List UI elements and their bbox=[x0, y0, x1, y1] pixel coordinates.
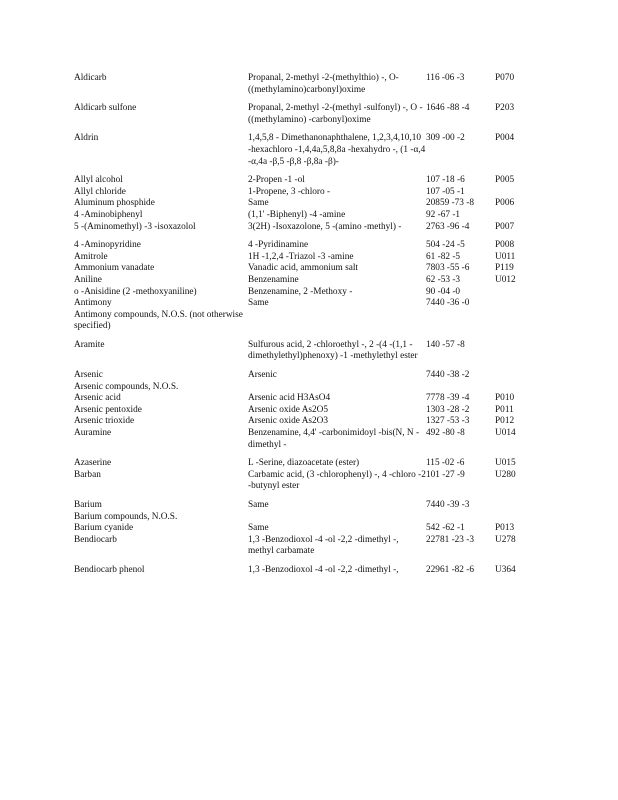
chemical-name: Azaserine bbox=[74, 458, 112, 469]
table-row bbox=[74, 198, 544, 210]
waste-code: P007 bbox=[495, 221, 515, 232]
table-row bbox=[74, 458, 544, 470]
cas-number bbox=[426, 382, 495, 394]
chemical-name: Antimony compounds, N.O.S. (not otherwise specified) bbox=[74, 309, 243, 332]
cas-number: 116 -06 -3 bbox=[426, 73, 465, 83]
waste-code bbox=[495, 340, 544, 370]
waste-code: P119 bbox=[495, 263, 514, 274]
waste-code bbox=[495, 210, 544, 222]
chemical-synonym: Arsenic oxide As2O3 bbox=[248, 416, 329, 427]
waste-code bbox=[495, 500, 544, 512]
waste-code bbox=[495, 512, 544, 524]
waste-code: U015 bbox=[495, 458, 516, 469]
table-row bbox=[74, 405, 544, 417]
table-row bbox=[74, 210, 544, 222]
chemical-synonym bbox=[248, 512, 426, 524]
chemical-name: Aldicarb bbox=[74, 73, 107, 83]
waste-code: P011 bbox=[495, 404, 514, 415]
cas-number: 542 -62 -1 bbox=[426, 523, 465, 534]
table-row bbox=[74, 416, 544, 428]
table-row bbox=[74, 310, 544, 340]
waste-code: U278 bbox=[495, 534, 516, 545]
chemical-synonym: Carbamic acid, (3 -chlorophenyl) -, 4 -chloro -2 -butynyl ester bbox=[248, 469, 426, 492]
cas-number: 7440 -38 -2 bbox=[426, 370, 470, 381]
table-body bbox=[74, 73, 544, 577]
table-row bbox=[74, 275, 544, 287]
waste-code: P010 bbox=[495, 393, 515, 404]
chemical-name: Aramite bbox=[74, 339, 105, 350]
cas-number: 309 -00 -2 bbox=[426, 133, 465, 144]
waste-code: P203 bbox=[495, 103, 515, 114]
table-row bbox=[74, 428, 544, 458]
chemical-synonym: Same bbox=[248, 298, 269, 309]
chemical-name: Aniline bbox=[74, 274, 102, 285]
table-row bbox=[74, 133, 544, 175]
chemical-name: Aldrin bbox=[74, 133, 99, 144]
cas-number: 61 -82 -5 bbox=[426, 251, 461, 262]
chemical-name: Barium compounds, N.O.S. bbox=[74, 511, 178, 522]
cas-number: 2763 -96 -4 bbox=[426, 221, 470, 232]
table-row bbox=[74, 222, 544, 241]
chemical-name: Barium cyanide bbox=[74, 523, 134, 534]
waste-code bbox=[495, 382, 544, 394]
waste-code: P004 bbox=[495, 133, 515, 144]
chemical-name: Barium bbox=[74, 500, 102, 510]
chemical-name: Aluminum phosphide bbox=[74, 198, 155, 209]
chemical-synonym: Arsenic bbox=[248, 370, 277, 381]
cas-number: 62 -53 -3 bbox=[426, 274, 461, 285]
waste-code: P006 bbox=[495, 198, 515, 209]
chemical-synonym: 1,3 -Benzodioxol -4 -ol -2,2 -dimethyl -, methyl carbamate bbox=[248, 534, 399, 557]
waste-code bbox=[495, 187, 544, 199]
chemical-synonym: Same bbox=[248, 198, 269, 209]
cas-number: 504 -24 -5 bbox=[426, 240, 465, 251]
chemical-synonym: (1,1' -Biphenyl) -4 -amine bbox=[248, 209, 346, 220]
table-row bbox=[74, 103, 544, 133]
cas-number: 107 -18 -6 bbox=[426, 175, 465, 186]
chemical-synonym: Benzenamine bbox=[248, 274, 299, 285]
cas-number: 1303 -28 -2 bbox=[426, 404, 470, 415]
chemical-name: Auramine bbox=[74, 428, 112, 439]
cas-number: 107 -05 -1 bbox=[426, 186, 465, 197]
cas-number: 22961 -82 -6 bbox=[426, 564, 475, 575]
waste-code: P070 bbox=[495, 73, 515, 83]
waste-code: U280 bbox=[495, 469, 516, 480]
table-row bbox=[74, 382, 544, 394]
chemical-synonym: L -Serine, diazoacetate (ester) bbox=[248, 458, 360, 469]
chemical-name: Allyl chloride bbox=[74, 186, 126, 197]
table-row bbox=[74, 470, 544, 500]
chemical-synonym: 4 -Pyridinamine bbox=[248, 240, 309, 251]
chemical-name: 5 -(Aminomethyl) -3 -isoxazolol bbox=[74, 221, 196, 232]
table-row bbox=[74, 187, 544, 199]
cas-number: 7803 -55 -6 bbox=[426, 263, 470, 274]
table-row bbox=[74, 535, 544, 565]
cas-number: 7778 -39 -4 bbox=[426, 393, 470, 404]
chemical-name: Ammonium vanadate bbox=[74, 263, 155, 274]
table-row bbox=[74, 565, 544, 577]
chemical-name: Arsenic compounds, N.O.S. bbox=[74, 381, 179, 392]
waste-code bbox=[495, 298, 544, 310]
chemical-name: Antimony bbox=[74, 298, 112, 309]
table-row bbox=[74, 393, 544, 405]
waste-code: U364 bbox=[495, 564, 516, 575]
chemical-synonym bbox=[248, 382, 426, 394]
cas-number: 7440 -36 -0 bbox=[426, 298, 470, 309]
waste-code bbox=[495, 310, 544, 340]
table-row bbox=[74, 523, 544, 535]
chemical-name: Barban bbox=[74, 469, 101, 480]
cas-number bbox=[426, 310, 495, 340]
cas-number: 7440 -39 -3 bbox=[426, 500, 470, 510]
table-row bbox=[74, 500, 544, 512]
cas-number: 101 -27 -9 bbox=[426, 469, 465, 480]
chemical-name: o -Anisidine (2 -methoxyaniline) bbox=[74, 286, 197, 297]
waste-code: U014 bbox=[495, 428, 516, 439]
hazardous-substances-table bbox=[74, 73, 544, 577]
table-row bbox=[74, 252, 544, 264]
chemical-synonym: Same bbox=[248, 500, 269, 510]
table-row bbox=[74, 240, 544, 252]
table-row bbox=[74, 287, 544, 299]
waste-code bbox=[495, 370, 544, 382]
chemical-name: Aldicarb sulfone bbox=[74, 103, 137, 114]
cas-number: 1327 -53 -3 bbox=[426, 416, 470, 427]
waste-code: P013 bbox=[495, 523, 515, 534]
cas-number bbox=[426, 512, 495, 524]
chemical-synonym: Same bbox=[248, 523, 269, 534]
table-row bbox=[74, 263, 544, 275]
table-row bbox=[74, 73, 544, 103]
cas-number: 22781 -23 -3 bbox=[426, 534, 475, 545]
cas-number: 92 -67 -1 bbox=[426, 209, 461, 220]
chemical-name: Amitrole bbox=[74, 251, 108, 262]
chemical-name: 4 -Aminobiphenyl bbox=[74, 209, 143, 220]
table-row bbox=[74, 370, 544, 382]
cas-number: 140 -57 -8 bbox=[426, 339, 465, 350]
chemical-synonym: 1-Propene, 3 -chloro - bbox=[248, 186, 331, 197]
chemical-synonym: Vanadic acid, ammonium salt bbox=[248, 263, 358, 274]
cas-number: 115 -02 -6 bbox=[426, 458, 465, 469]
table-row bbox=[74, 175, 544, 187]
waste-code: U012 bbox=[495, 274, 516, 285]
waste-code: P012 bbox=[495, 416, 515, 427]
table-row bbox=[74, 298, 544, 310]
chemical-name: Bendiocarb bbox=[74, 534, 117, 545]
cas-number: 1646 -88 -4 bbox=[426, 103, 470, 114]
chemical-synonym bbox=[248, 310, 426, 340]
chemical-name: Arsenic trioxide bbox=[74, 416, 135, 427]
waste-code bbox=[495, 287, 544, 299]
cas-number: 492 -80 -8 bbox=[426, 428, 465, 439]
cas-number: 20859 -73 -8 bbox=[426, 198, 475, 209]
chemical-synonym: 3(2H) -Isoxazolone, 5 -(amino -methyl) - bbox=[248, 221, 402, 232]
chemical-synonym: Arsenic acid H3AsO4 bbox=[248, 393, 331, 404]
chemical-synonym: 1,4,5,8 - Dimethanonaphthalene, 1,2,3,4,10,10 -hexachloro -1,4,4a,5,8,8a -hexahydro -, (1 -α,4 -α,4a -β,5 -β,8 -β,8a -β)- bbox=[248, 133, 426, 167]
chemical-name: Bendiocarb phenol bbox=[74, 564, 145, 575]
waste-code: U011 bbox=[495, 251, 516, 262]
chemical-synonym: Benzenamine, 4,4' -carbonimidoyl -bis(N, N -dimethyl - bbox=[248, 428, 420, 450]
chemical-synonym: Sulfurous acid, 2 -chloroethyl -, 2 -(4 -(1,1 -dimethylethyl)phenoxy) -1 -methylethyl ester bbox=[248, 339, 418, 362]
waste-code: P008 bbox=[495, 240, 515, 251]
table-row bbox=[74, 340, 544, 370]
chemical-name: Arsenic bbox=[74, 370, 103, 381]
waste-code: P005 bbox=[495, 175, 515, 186]
chemical-name: Allyl alcohol bbox=[74, 175, 123, 186]
chemical-synonym: Benzenamine, 2 -Methoxy - bbox=[248, 286, 353, 297]
chemical-synonym: Propanal, 2-methyl -2-(methylthio) -, O-((methylamino)carbonyl)oxime bbox=[248, 73, 399, 95]
chemical-synonym: 1H -1,2,4 -Triazol -3 -amine bbox=[248, 251, 354, 262]
chemical-synonym: Arsenic oxide As2O5 bbox=[248, 404, 329, 415]
chemical-synonym: 1,3 -Benzodioxol -4 -ol -2,2 -dimethyl -, bbox=[248, 564, 399, 575]
cas-number: 90 -04 -0 bbox=[426, 286, 461, 297]
chemical-synonym: 2-Propen -1 -ol bbox=[248, 175, 305, 186]
chemical-name: Arsenic acid bbox=[74, 393, 121, 404]
table-row bbox=[74, 512, 544, 524]
chemical-name: Arsenic pentoxide bbox=[74, 404, 142, 415]
chemical-synonym: Propanal, 2-methyl -2-(methyl -sulfonyl) -, O -((methylamino) -carbonyl)oxime bbox=[248, 103, 423, 125]
chemical-name: 4 -Aminopyridine bbox=[74, 240, 141, 251]
